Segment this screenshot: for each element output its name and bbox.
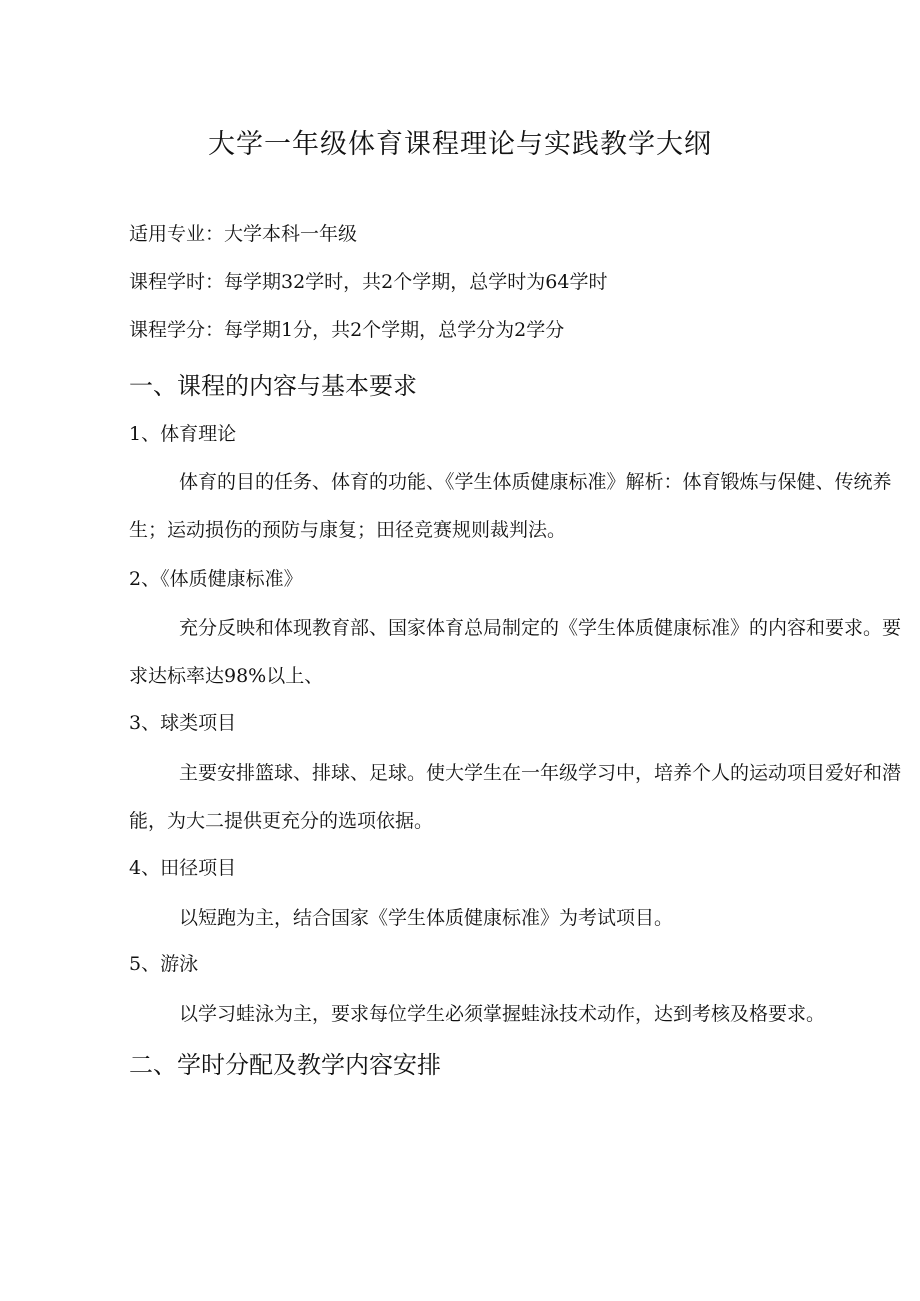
applicable-major: 适用专业：大学本科一年级 [129,223,358,245]
item-1-title: 1、体育理论 [129,423,237,445]
section-1-heading: 一、课程的内容与基本要求 [129,372,417,400]
course-credits: 课程学分：每学期1分，共2个学期，总学分为2学分 [129,319,565,341]
item-4-title: 4、田径项目 [129,857,237,879]
course-hours: 课程学时：每学期32学时，共2个学期，总学时为64学时 [129,271,608,293]
item-1-text: 体育的目的任务、体育的功能、《学生体质健康标准》解析：体育锻炼与保健、传统养生；运动损伤的预防与康复；田径竞赛规则裁判法。 [129,471,892,541]
item-4-text: 以短跑为主，结合国家《学生体质健康标准》为考试项目。 [179,907,674,929]
item-2-title: 2、《体质健康标准》 [129,568,303,590]
item-5-text: 以学习蛙泳为主，要求每位学生必须掌握蛙泳技术动作，达到考核及格要求。 [179,1003,826,1025]
document-title: 大学一年级体育课程理论与实践教学大纲 [208,129,712,160]
item-5-title: 5、游泳 [129,953,199,975]
item-3-title: 3、球类项目 [129,712,237,734]
section-2-heading: 二、学时分配及教学内容安排 [129,1051,441,1079]
item-2-text: 充分反映和体现教育部、国家体育总局制定的《学生体质健康标准》的内容和要求。要求达标率达98%以上、 [129,617,902,687]
item-3-text: 主要安排篮球、排球、足球。使大学生在一年级学习中，培养个人的运动项目爱好和潜能，为大二提供更充分的选项依据。 [129,762,902,832]
